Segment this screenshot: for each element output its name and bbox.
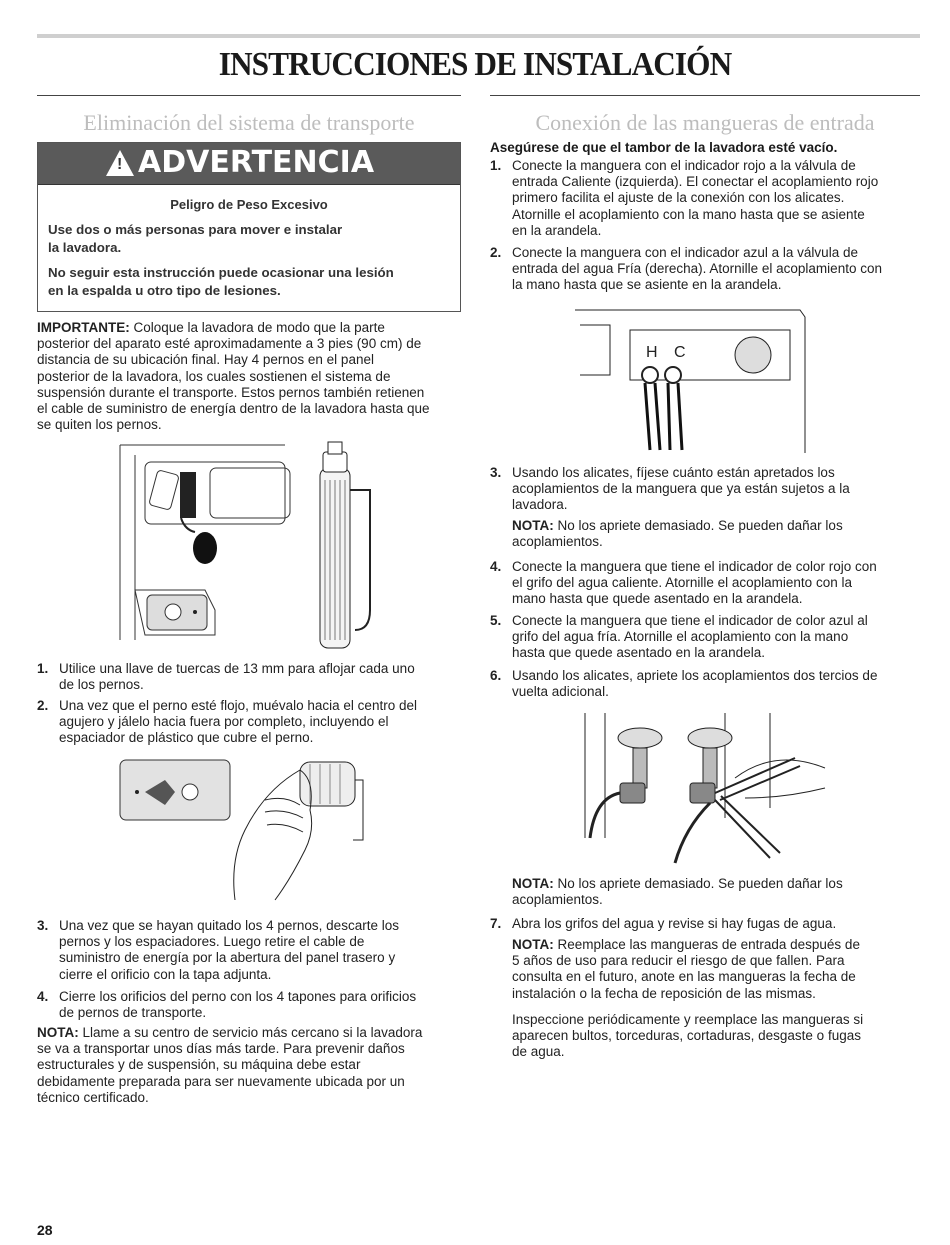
inspect-paragraph: Inspeccione periódicamente y reemplace las mangueras si aparecen bultos, torceduras, cortaduras, desgaste o fugas de agua.: [512, 1012, 864, 1060]
warning-triangle-icon: !: [106, 150, 134, 176]
warning-label: ADVERTENCIA: [138, 145, 375, 180]
bolt-panel-illustration: [115, 440, 400, 655]
faucet-pliers-illustration: [575, 708, 840, 870]
right-subheading: Asegúrese de que el tambor de la lavadora esté vacío.: [490, 140, 838, 155]
warning-text-line: No seguir esta instrucción puede ocasionar una lesión: [48, 265, 394, 280]
warning-text-line: la lavadora.: [48, 240, 122, 255]
warning-text-line: en la espalda u otro tipo de lesiones.: [48, 283, 281, 298]
right-column-rule: [490, 95, 920, 96]
cold-label: C: [674, 344, 686, 361]
hot-label: H: [646, 344, 658, 361]
importante-paragraph: IMPORTANTE: Coloque la lavadora de modo que la parte posterior del aparato esté aproximadamente a 3 pies (90 cm) de distancia de su ubicación final. Hay 4 pernos en el panel posterior de la lavadora, los cuales sostienen el sistema de suspensión durante el transporte. Estos pernos también retienen el cable de suministro de energía dentro de la lavadora hasta que se quiten los pernos.: [37, 320, 430, 433]
nota-paragraph: NOTA: No los apriete demasiado. Se pueden dañar los acoplamientos.: [512, 518, 843, 550]
warning-box: [37, 142, 461, 312]
page-title: INSTRUCCIONES DE INSTALACIÓN: [218, 46, 732, 83]
page-number: 28: [37, 1222, 53, 1238]
nota-paragraph: NOTA: Llame a su centro de servicio más cercano si la lavadora se va a transportar unos días más tarde. Para prevenir daños estructurales y de suspensión, su máquina debe estar debidamente preparada para ser nuevamente ubicada por un técnico certificado.: [37, 1025, 423, 1105]
top-rule: [37, 34, 920, 38]
warning-banner: [38, 143, 460, 185]
hose-inlet-illustration: [570, 305, 815, 455]
nota-paragraph: NOTA: Reemplace las mangueras de entrada después de 5 años de uso para reducir el riesgo de que fallen. Para consulta en el futuro, anote en las mangueras la fecha de instalación o la fecha de reposición de las mismas.: [512, 937, 860, 1001]
bolt-removal-illustration: [115, 750, 375, 910]
right-section-heading: Conexión de las mangueras de entrada: [535, 110, 875, 135]
nota-paragraph: NOTA: No los apriete demasiado. Se pueden dañar los acoplamientos.: [512, 876, 843, 908]
left-column-rule: [37, 95, 461, 96]
warning-text-line: Use dos o más personas para mover e instalar: [48, 222, 343, 237]
warning-hazard: Peligro de Peso Excesivo: [170, 197, 328, 212]
left-section-heading: Eliminación del sistema de transporte: [83, 110, 415, 135]
